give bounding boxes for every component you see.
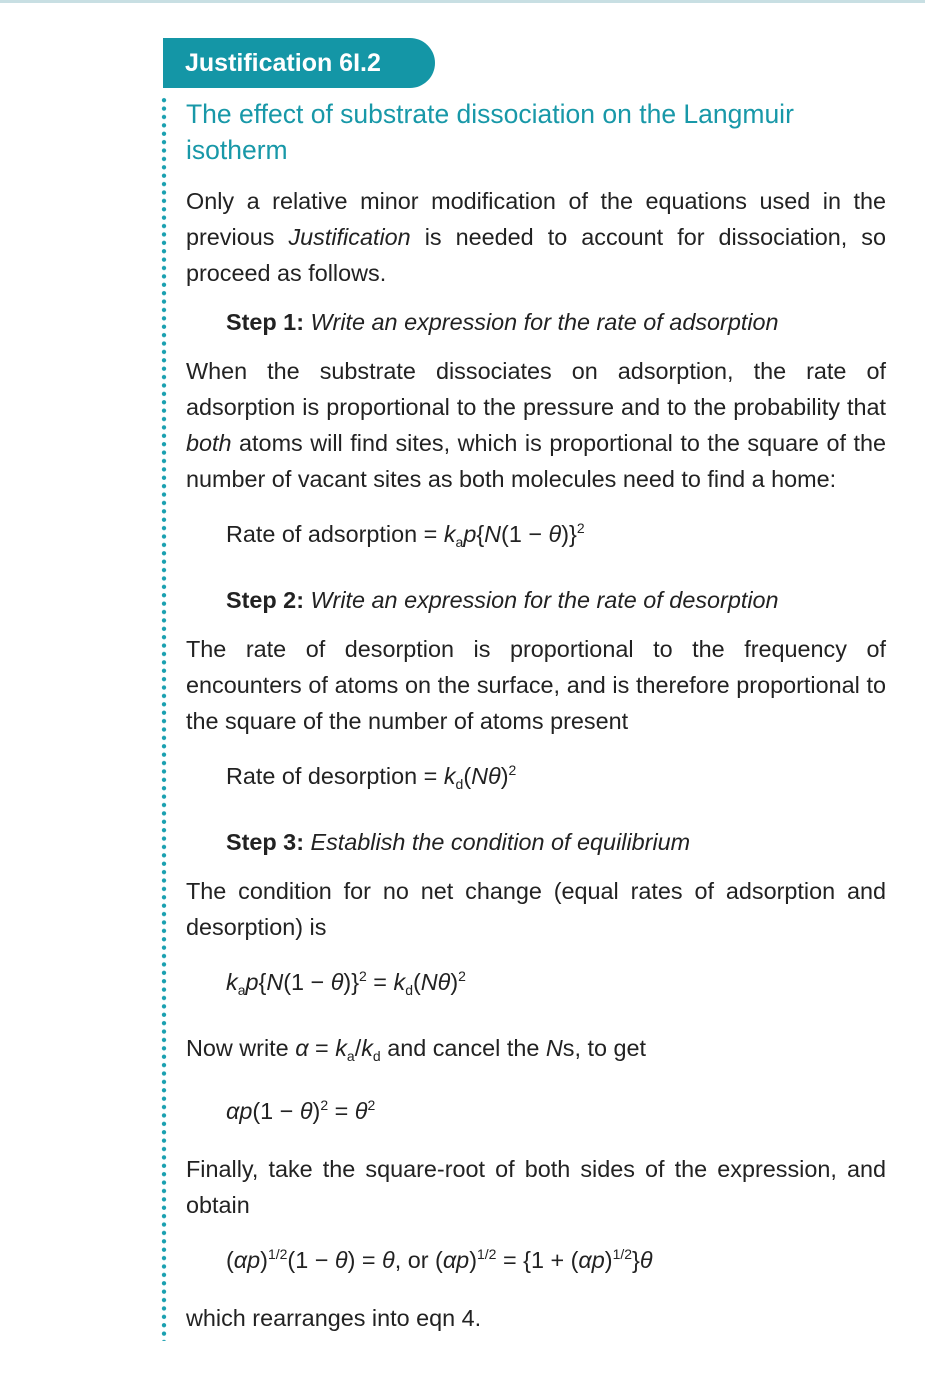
adsorption-paragraph: When the substrate dissociates on adsorption, the rate of adsorption is proportional to the pressure and to the probability that both atoms will find sites, which is proportional to the square of the number of vacant sites as both molecules need to find a home:: [186, 358, 886, 492]
dotted-margin-rule: [160, 96, 168, 1341]
step-1: Step 1: Write an expression for the rate of adsorption: [226, 309, 779, 335]
equation-square-root: $(\alpha p)^{1/2}(1 - \theta) = \theta$, or $(\alpha p)^{1/2} = \{1 + (\alpha p)^{1/2}\}\theta$: [226, 1246, 653, 1273]
equation-rate-adsorption: Rate of adsorption = $k_ap\{N(1 - \theta)\}^2$: [226, 520, 585, 550]
alpha-definition-paragraph: Now write $\alpha = k_a/k_d$ and cancel the Ns, to get: [186, 1035, 646, 1064]
square-root-paragraph: Finally, take the square-root of both sides of the expression, and obtain: [186, 1156, 886, 1218]
equilibrium-paragraph: The condition for no net change (equal rates of adsorption and desorption) is: [186, 878, 886, 940]
step-3: Step 3: Establish the condition of equilibrium: [226, 829, 691, 855]
equation-equilibrium: $k_ap\{N(1 - \theta)\}^2 = k_d(N\theta)^2$: [226, 968, 466, 998]
justification-title: The effect of substrate dissociation on the Langmuir isotherm: [186, 99, 794, 165]
step-2: Step 2: Write an expression for the rate of desorption: [226, 587, 779, 613]
equation-alpha: $\alpha p(1 - \theta)^2 = \theta^2$: [226, 1097, 376, 1124]
equation-rate-desorption: Rate of desorption = $k_d(N\theta)^2$: [226, 762, 517, 792]
desorption-paragraph: The rate of desorption is proportional to the frequency of encounters of atoms on the surface, and is therefore proportional to the square of the number of atoms present: [186, 636, 886, 734]
intro-paragraph: Only a relative minor modification of the equations used in the previous Justification is needed to account for dissociation, so proceed as follows.: [186, 188, 886, 286]
justification-content: [186, 96, 886, 1349]
closing-paragraph: which rearranges into eqn 4.: [186, 1305, 482, 1331]
top-rule: [0, 0, 925, 3]
justification-badge: Justification 6I.2: [163, 38, 435, 88]
